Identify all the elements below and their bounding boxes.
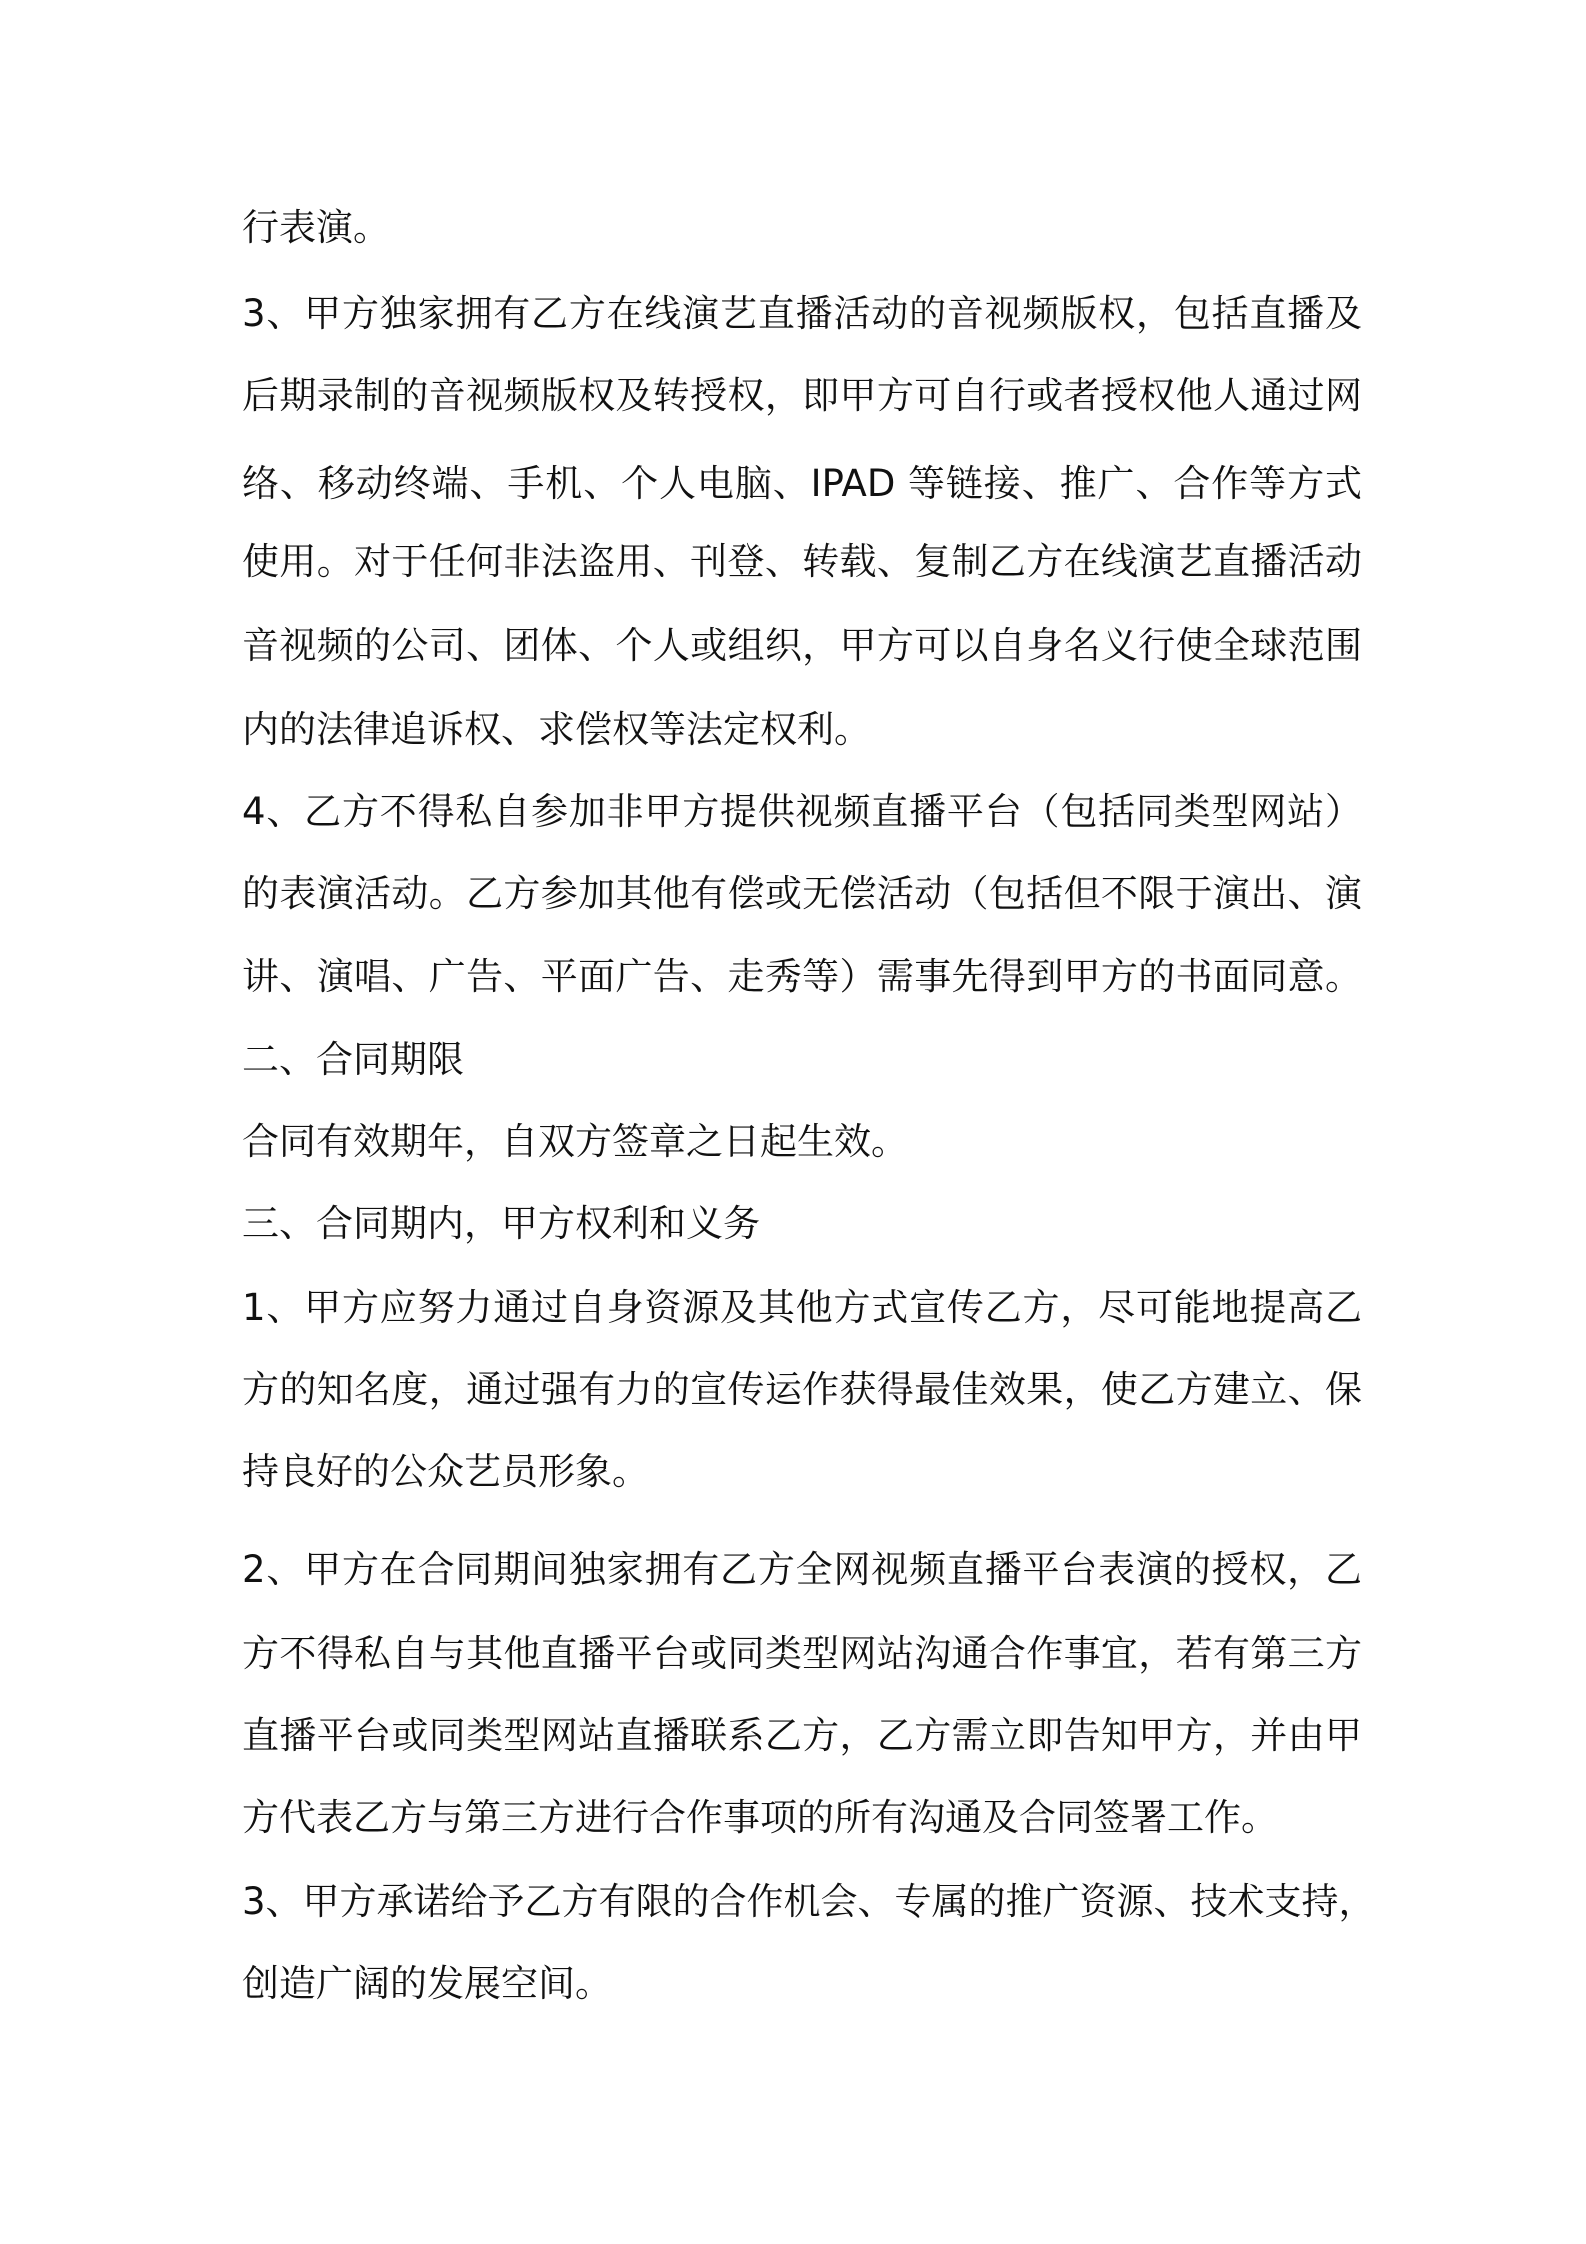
text-line: 方的知名度，通过强有力的宣传运作获得最佳效果，使乙方建立、保 [242, 1368, 1362, 1411]
text-line: 使用。对于任何非法盗用、刊登、转载、复制乙方在线演艺直播活动 [242, 540, 1362, 583]
text-line: 的表演活动。乙方参加其他有偿或无偿活动（包括但不限于演出、演 [242, 872, 1362, 915]
text-line: 2、甲方在合同期间独家拥有乙方全网视频直播平台表演的授权，乙 [242, 1548, 1362, 1591]
text-line: 创造广阔的发展空间。 [242, 1962, 612, 2005]
text-line: 络、移动终端、手机、个人电脑、IPAD 等链接、推广、合作等方式 [242, 462, 1362, 505]
text-line: 4、乙方不得私自参加非甲方提供视频直播平台（包括同类型网站） [242, 790, 1362, 833]
text-line: 3、甲方承诺给予乙方有限的合作机会、专属的推广资源、技术支持， [242, 1880, 1376, 1923]
text-line: 讲、演唱、广告、平面广告、走秀等）需事先得到甲方的书面同意。 [242, 955, 1362, 998]
text-line: 直播平台或同类型网站直播联系乙方，乙方需立即告知甲方，并由甲 [242, 1714, 1362, 1757]
text-line: 内的法律追诉权、求偿权等法定权利。 [242, 708, 871, 751]
text-line: 音视频的公司、团体、个人或组织，甲方可以自身名义行使全球范围 [242, 624, 1362, 667]
text-line: 3、甲方独家拥有乙方在线演艺直播活动的音视频版权，包括直播及 [242, 292, 1362, 335]
text-line: 方代表乙方与第三方进行合作事项的所有沟通及合同签署工作。 [242, 1796, 1278, 1839]
section-heading: 三、合同期内，甲方权利和义务 [242, 1202, 760, 1245]
text-line: 1、甲方应努力通过自身资源及其他方式宣传乙方，尽可能地提高乙 [242, 1286, 1362, 1329]
text-line: 持良好的公众艺员形象。 [242, 1450, 649, 1493]
text-line: 合同有效期年，自双方签章之日起生效。 [242, 1120, 908, 1163]
text-line: 行表演。 [242, 206, 390, 249]
text-line: 方不得私自与其他直播平台或同类型网站沟通合作事宜，若有第三方 [242, 1632, 1362, 1675]
section-heading: 二、合同期限 [242, 1038, 464, 1081]
text-line: 后期录制的音视频版权及转授权，即甲方可自行或者授权他人通过网 [242, 374, 1362, 417]
